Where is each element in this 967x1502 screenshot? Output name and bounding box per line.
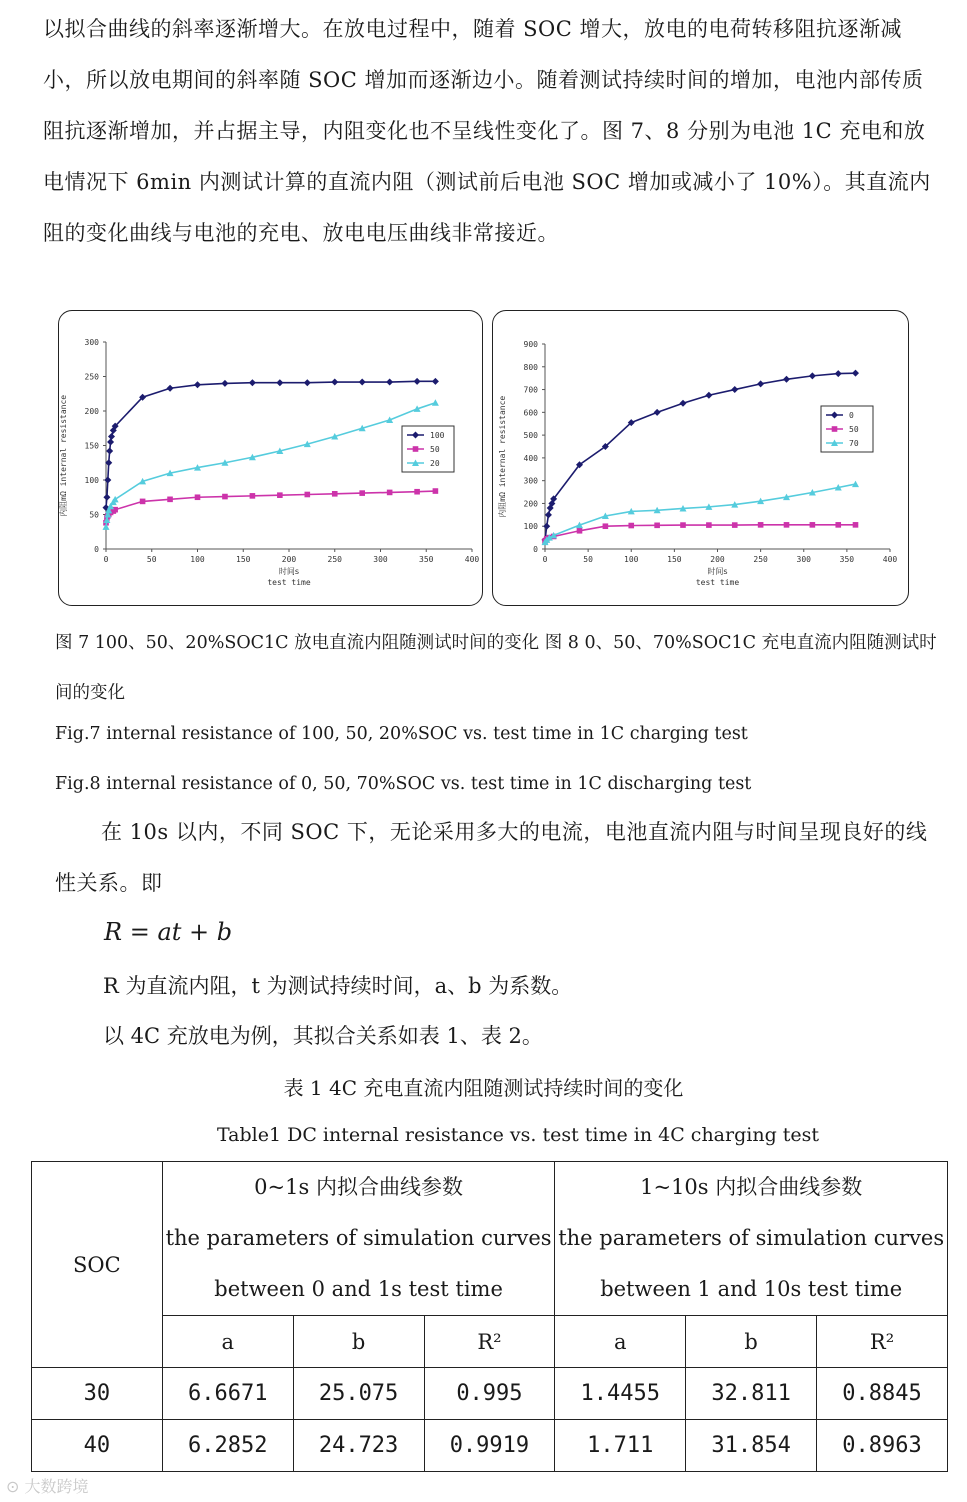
legend-label: 20 bbox=[430, 459, 440, 468]
x-tick-label: 200 bbox=[710, 555, 725, 564]
group2-header bbox=[555, 1162, 948, 1316]
table-cell: 32.811 bbox=[686, 1368, 817, 1420]
figure-8-frame bbox=[492, 310, 909, 606]
data-point bbox=[332, 491, 338, 497]
data-point bbox=[680, 400, 687, 407]
y-tick-label: 400 bbox=[523, 453, 538, 463]
paragraph-linear-relation: 在 10s 以内，不同 SOC 下，无论采用多大的电流，电池直流内阻与时间呈现良好的线性关系。即 bbox=[55, 820, 928, 895]
group1-header-en1: the parameters of simulation curves bbox=[165, 1226, 552, 1250]
table-cell: 1.4455 bbox=[555, 1368, 686, 1420]
legend-label: 100 bbox=[430, 431, 445, 440]
data-point bbox=[194, 381, 201, 388]
y-tick-label: 150 bbox=[84, 441, 99, 451]
data-point bbox=[577, 528, 583, 534]
group1-header bbox=[162, 1162, 555, 1316]
data-point bbox=[387, 490, 393, 496]
data-point bbox=[543, 523, 550, 530]
data-point bbox=[250, 493, 256, 499]
data-point bbox=[853, 522, 859, 528]
table-cell: 6.2852 bbox=[162, 1420, 293, 1472]
y-tick-label: 300 bbox=[84, 338, 99, 347]
data-point bbox=[359, 490, 365, 496]
data-point bbox=[732, 522, 738, 528]
data-point bbox=[603, 523, 609, 529]
legend-marker bbox=[832, 426, 838, 432]
table-row bbox=[32, 1368, 948, 1420]
table-cell: 0.995 bbox=[424, 1368, 555, 1420]
data-point bbox=[654, 409, 661, 416]
x-tick-label: 0 bbox=[542, 555, 548, 564]
series-line bbox=[545, 525, 856, 541]
figure-7-caption-en: Fig.7 internal resistance of 100, 50, 20%SOC vs. test time in 1C charging test bbox=[55, 724, 748, 744]
y-tick-label: 700 bbox=[523, 385, 538, 395]
table-row bbox=[32, 1420, 948, 1472]
data-point bbox=[103, 494, 110, 501]
figure-7-chart bbox=[59, 311, 482, 605]
y-tick-label: 500 bbox=[523, 431, 538, 441]
table-cell: 31.854 bbox=[686, 1420, 817, 1472]
legend-label: 50 bbox=[430, 445, 440, 454]
data-point bbox=[809, 372, 816, 379]
paragraph-example: 以 4C 充放电为例，其拟合关系如表 1、表 2。 bbox=[103, 1024, 543, 1048]
data-point bbox=[784, 522, 790, 528]
x-axis-label: 时间s bbox=[278, 567, 300, 576]
table-cell: 40 bbox=[32, 1420, 163, 1472]
y-axis-label: 内阻mΩ internal resistance bbox=[498, 395, 507, 518]
figure-8-chart bbox=[493, 311, 908, 605]
x-tick-label: 300 bbox=[373, 555, 388, 564]
data-point bbox=[432, 378, 439, 385]
data-point bbox=[304, 379, 311, 386]
y-tick-label: 0 bbox=[533, 545, 538, 554]
y-tick-label: 900 bbox=[523, 340, 538, 349]
data-point bbox=[680, 522, 686, 528]
col-b-header: b bbox=[686, 1316, 817, 1368]
data-point bbox=[305, 492, 311, 498]
y-tick-label: 600 bbox=[523, 408, 538, 418]
data-point bbox=[545, 511, 552, 518]
data-point bbox=[628, 523, 634, 529]
data-point bbox=[731, 386, 738, 393]
group1-header-cn: 0~1s 内拟合曲线参数 bbox=[254, 1175, 463, 1199]
y-tick-label: 250 bbox=[84, 372, 99, 382]
paragraph-variables: R 为直流内阻，t 为测试持续时间，a、b 为系数。 bbox=[103, 974, 573, 998]
data-point bbox=[167, 385, 174, 392]
x-tick-label: 150 bbox=[236, 555, 251, 564]
y-tick-label: 300 bbox=[523, 476, 538, 486]
data-point bbox=[108, 433, 115, 440]
figure-7-frame bbox=[58, 310, 483, 606]
group1-header-en2: between 0 and 1s test time bbox=[214, 1277, 503, 1301]
series-line bbox=[106, 491, 435, 523]
data-point bbox=[758, 522, 764, 528]
y-axis-label: 内阻mΩ internal resistance bbox=[59, 394, 68, 517]
x-tick-label: 200 bbox=[281, 555, 297, 564]
data-point bbox=[852, 370, 859, 377]
figure-caption-cn: 图 7 100、50、20%SOC1C 放电直流内阻随测试时间的变化 图 8 0、50、70%SOC1C 充电直流内阻随测试时间的变化 bbox=[55, 633, 937, 703]
data-point bbox=[277, 492, 283, 498]
soc-header: SOC bbox=[32, 1162, 163, 1368]
table-cell: 24.723 bbox=[293, 1420, 424, 1472]
table-cell: 0.9919 bbox=[424, 1420, 555, 1472]
col-b-header: b bbox=[293, 1316, 424, 1368]
data-point bbox=[331, 379, 338, 386]
table-title-en: Table1 DC internal resistance vs. test time in 4C charging test bbox=[216, 1124, 820, 1146]
series-line bbox=[545, 373, 856, 540]
x-tick-label: 100 bbox=[190, 555, 205, 564]
data-point bbox=[107, 439, 114, 446]
legend-label: 70 bbox=[849, 439, 859, 448]
col-r2-header: R² bbox=[817, 1316, 948, 1368]
x-tick-label: 250 bbox=[753, 555, 768, 564]
data-point bbox=[167, 497, 173, 503]
x-tick-label: 50 bbox=[583, 555, 593, 564]
table-cell: 30 bbox=[32, 1368, 163, 1420]
x-axis-label: test time bbox=[695, 578, 740, 587]
y-tick-label: 200 bbox=[84, 407, 99, 416]
formula: R = at + b bbox=[104, 918, 233, 946]
figure-8-caption-en: Fig.8 internal resistance of 0, 50, 70%SOC vs. test time in 1C discharging test bbox=[55, 774, 752, 794]
x-tick-label: 400 bbox=[464, 555, 480, 564]
group2-header-en1: the parameters of simulation curves bbox=[558, 1226, 945, 1250]
data-point bbox=[654, 523, 660, 529]
y-tick-label: 200 bbox=[523, 499, 538, 509]
data-point bbox=[249, 379, 256, 386]
legend-label: 0 bbox=[849, 411, 854, 420]
group2-header-en2: between 1 and 10s test time bbox=[600, 1277, 903, 1301]
x-axis-label: 时间s bbox=[707, 567, 728, 576]
data-point bbox=[276, 379, 283, 386]
data-point bbox=[106, 448, 113, 455]
data-point bbox=[783, 376, 790, 383]
x-axis-label: test time bbox=[267, 578, 311, 587]
col-a-header: a bbox=[555, 1316, 686, 1368]
data-point bbox=[386, 379, 393, 386]
y-tick-label: 100 bbox=[84, 476, 99, 485]
data-point bbox=[835, 370, 842, 377]
legend-marker bbox=[413, 446, 419, 452]
x-tick-label: 350 bbox=[419, 555, 434, 564]
y-tick-label: 800 bbox=[523, 362, 538, 372]
watermark-logo: ⊙ 大数跨境 bbox=[6, 1477, 89, 1496]
col-a-header: a bbox=[162, 1316, 293, 1368]
table-cell: 0.8963 bbox=[817, 1420, 948, 1472]
intro-paragraph: 以拟合曲线的斜率逐渐增大。在放电过程中，随着 SOC 增大，放电的电荷转移阻抗逐渐减小，所以放电期间的斜率随 SOC 增加而逐渐边小。随着测试持续时间的增加，电池内部传质阻抗逐渐增加，并占据主导，内阻变化也不呈线性变化了。图 7、8 分别为电池 1C 充电和放电情况下 6min 内测试计算的直流内阻（测试前后电池 SOC 增加或减小了 10%）。其直流内阻的变化曲线与电池的充电、放电电压曲线非常接近。 bbox=[43, 17, 931, 245]
table-title-cn: 表 1 4C 充电直流内阻随测试持续时间的变化 bbox=[283, 1076, 684, 1100]
group2-header-cn: 1~10s 内拟合曲线参数 bbox=[640, 1175, 863, 1199]
series-line bbox=[545, 484, 856, 542]
y-tick-label: 50 bbox=[89, 510, 99, 520]
x-tick-label: 250 bbox=[327, 555, 342, 564]
x-tick-label: 0 bbox=[103, 555, 109, 564]
x-tick-label: 50 bbox=[146, 555, 157, 564]
data-point bbox=[432, 399, 439, 406]
data-point bbox=[414, 489, 420, 495]
figures-row bbox=[55, 310, 910, 605]
legend-label: 50 bbox=[849, 425, 859, 434]
data-point bbox=[221, 380, 228, 387]
data-point bbox=[433, 488, 439, 494]
data-point bbox=[706, 522, 712, 528]
data-point bbox=[414, 378, 421, 385]
series-line bbox=[106, 403, 435, 527]
table-cell: 25.075 bbox=[293, 1368, 424, 1420]
x-tick-label: 100 bbox=[624, 555, 639, 564]
fit-parameters-table bbox=[31, 1161, 948, 1472]
table-cell: 0.8845 bbox=[817, 1368, 948, 1420]
table-cell: 6.6671 bbox=[162, 1368, 293, 1420]
col-r2-header: R² bbox=[424, 1316, 555, 1368]
data-point bbox=[359, 379, 366, 386]
x-tick-label: 350 bbox=[839, 555, 855, 564]
data-point bbox=[140, 499, 146, 505]
x-tick-label: 300 bbox=[796, 555, 811, 564]
data-point bbox=[705, 392, 712, 399]
data-point bbox=[757, 380, 764, 387]
table-cell: 1.711 bbox=[555, 1420, 686, 1472]
data-point bbox=[195, 494, 201, 500]
data-point bbox=[810, 522, 816, 528]
series-line bbox=[106, 381, 435, 507]
data-point bbox=[104, 477, 111, 484]
y-tick-label: 0 bbox=[94, 545, 99, 554]
x-tick-label: 400 bbox=[882, 555, 898, 564]
watermark-text: 大数跨境 bbox=[24, 1477, 89, 1496]
y-tick-label: 100 bbox=[523, 522, 538, 532]
data-point bbox=[835, 522, 841, 528]
data-point bbox=[222, 494, 228, 500]
x-tick-label: 150 bbox=[667, 555, 682, 564]
